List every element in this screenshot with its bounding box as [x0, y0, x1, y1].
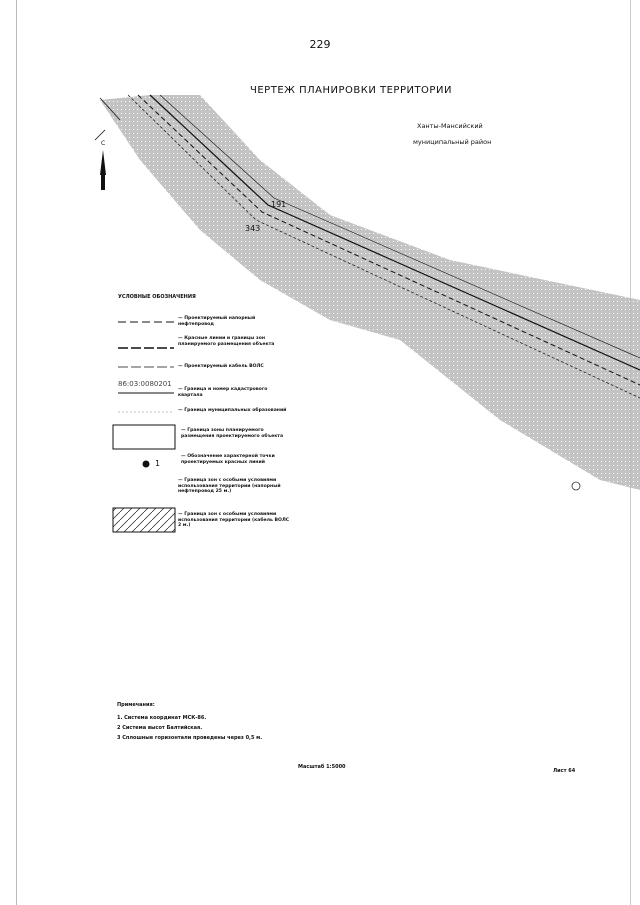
- page-number: 229: [309, 38, 331, 51]
- legend-title: УСЛОВНЫЕ ОБОЗНАЧЕНИЯ: [118, 294, 196, 300]
- region-name-line2: муниципальный район: [413, 138, 492, 146]
- region-name-line1: Ханты-Мансийский: [417, 122, 483, 130]
- legend-item: — Граница и номер кадастрового квартала: [178, 387, 268, 398]
- note-item: 3 Сплошные горизонтали проведены через 0,5 м.: [117, 735, 263, 741]
- legend-item: — Красные линии и границы зон планируемого размещения объекта: [178, 336, 275, 347]
- legend-item: — Граница зоны планируемого размещения проектируемого объекта: [181, 428, 284, 439]
- legend-item: — Граница зон с особыми условиями использования территории (напорный нефтепровод 25 м.): [178, 478, 281, 495]
- cadastral-sample: 86:03:0080201: [118, 380, 172, 388]
- legend-item: — Проектируемый напорный нефтепровод: [178, 316, 256, 327]
- north-arrow: [100, 150, 106, 190]
- legend-item: — Обозначение характерной точки проектируемых красных линий: [181, 454, 275, 465]
- legend-item: — Проектируемый кабель ВОЛС: [178, 364, 264, 369]
- sheet-number: Лист 64: [553, 768, 576, 774]
- note-item: 2 Система высот Балтийская.: [117, 725, 203, 731]
- legend-item: — Граница муниципальных образований: [178, 408, 287, 413]
- point-label-191: 191: [271, 200, 287, 209]
- point-sample-number: 1: [155, 459, 161, 468]
- legend-samples: [113, 322, 175, 532]
- note-item: 1. Система координат МСК-86.: [117, 715, 207, 721]
- point-label-343: 343: [245, 224, 261, 233]
- legend-item: — Граница зон с особыми условиями использования территории (кабель ВОЛС 2 м.): [178, 512, 290, 529]
- notes-title: Примечания:: [117, 702, 155, 708]
- scale-label: Масштаб 1:5000: [298, 764, 346, 770]
- drawing-title: ЧЕРТЕЖ ПЛАНИРОВКИ ТЕРРИТОРИИ: [250, 85, 452, 96]
- north-label: С: [101, 140, 106, 147]
